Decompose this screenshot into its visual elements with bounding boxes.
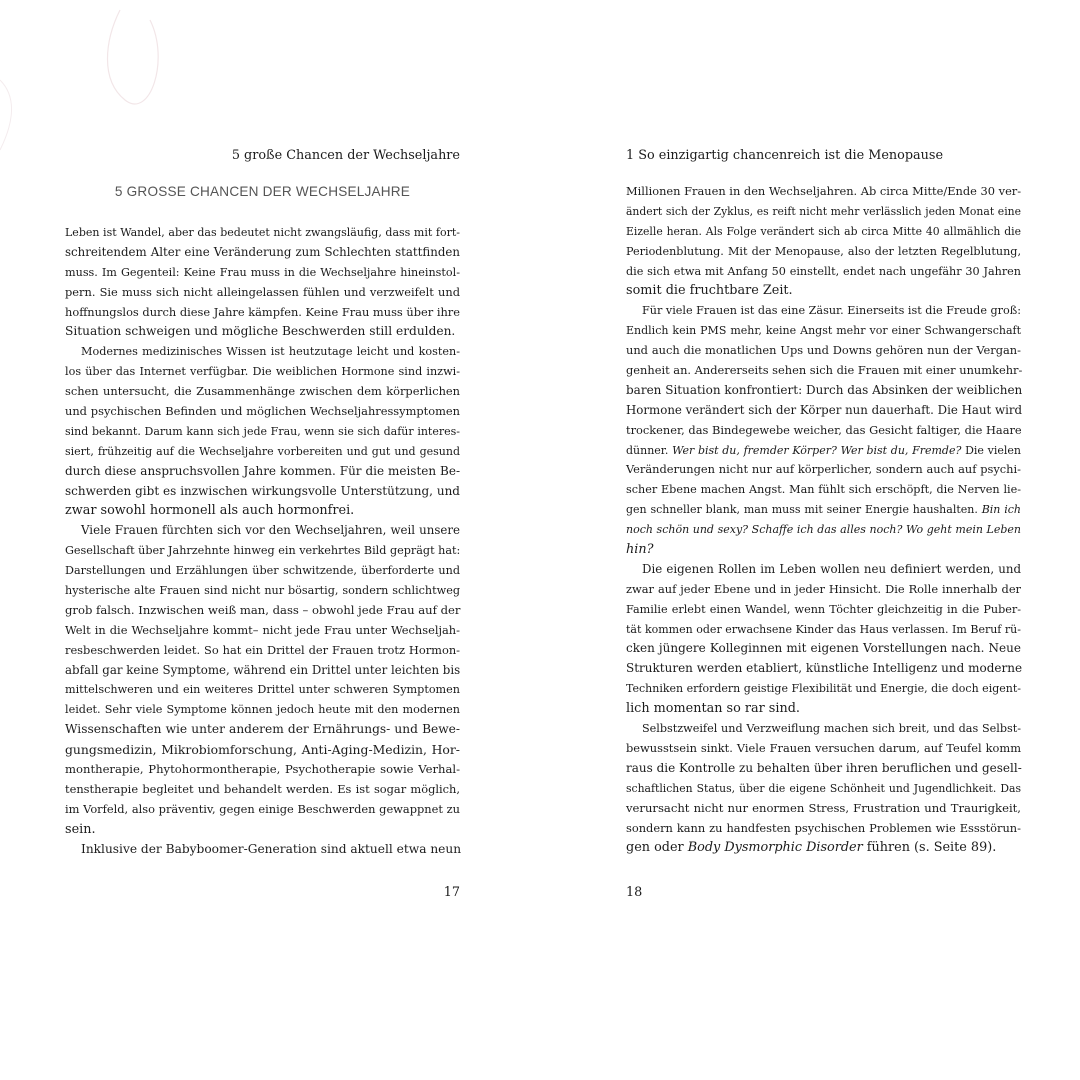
line-text: sind bekannt. Darum kann sich jede Frau, wenn sie sich dafür interes- (65, 424, 460, 438)
line-text: raus die Kontrolle zu behalten über ihren beruflichen und gesell- (626, 760, 1022, 775)
line-text: Eizelle heran. Als Folge verändert sich ab circa Mitte 40 allmählich die (626, 224, 1021, 238)
text-line (65, 621, 460, 641)
body-text (65, 223, 460, 860)
text-line (626, 341, 1021, 361)
line-text: bewusstsein sinkt. Viele Frauen versuchen darum, auf Teufel komm (626, 740, 1021, 755)
text-line (65, 561, 460, 581)
line-text: hysterische alte Frauen sind nicht nur bösartig, sondern schlichtweg (65, 584, 460, 598)
line-text: abfall gar keine Symptome, während ein Drittel unter leichten bis (65, 662, 461, 677)
body-text (626, 182, 1021, 858)
text-line (626, 202, 1021, 222)
text-line (65, 521, 460, 541)
text-line (65, 740, 460, 760)
line-text: Modernes medizinisches Wissen ist heutzutage leicht und kosten- (81, 345, 460, 359)
text-line (626, 779, 1021, 799)
italic-text: Body Dysmorphic Disorder (687, 840, 863, 856)
text-line (65, 601, 460, 621)
left-page (65, 0, 460, 1080)
line-text: muss. Im Gegenteil: Keine Frau muss in die Wechseljahre hineinstol- (65, 265, 460, 279)
text-line (65, 840, 460, 860)
line-text: Familie erlebt einen Wandel, wenn Töchter gleichzeitig in die Puber- (626, 602, 1021, 616)
text-line (626, 679, 1021, 699)
italic-text: hin? (626, 542, 654, 558)
line-text: Millionen Frauen in den Wechseljahren. Ab circa Mitte/Ende 30 ver- (626, 184, 1022, 198)
text-line (65, 541, 460, 561)
line-text: die sich etwa mit Anfang 50 einstellt, endet nach ungefähr 30 Jahren (626, 264, 1021, 278)
text-line (626, 321, 1021, 341)
text-line (65, 760, 460, 780)
line-text: im Vorfeld, also präventiv, gegen einige Beschwerden gewappnet zu (65, 801, 460, 816)
text-line (626, 759, 1021, 779)
text-line (626, 222, 1021, 242)
text-line (65, 641, 460, 661)
text-line (626, 520, 1021, 540)
text-line (65, 700, 460, 720)
line-text: führen (s. Seite 89). (862, 840, 997, 856)
text-line (626, 262, 1021, 282)
line-text: cken jüngere Kolleginnen mit eigenen Vorstellungen nach. Neue (626, 641, 1021, 656)
line-text: und psychischen Befinden und möglichen Wechseljahressymptomen (65, 404, 460, 419)
line-text: Viele Frauen fürchten sich vor den Wechseljahren, weil unsere (81, 523, 460, 538)
text-line (626, 441, 1021, 461)
line-text: montherapie, Phytohormontherapie, Psychotherapie sowie Verhal- (65, 762, 460, 777)
text-line (626, 421, 1021, 441)
text-line (626, 580, 1021, 600)
text-line (65, 661, 460, 681)
line-text: tät kommen oder erwachsene Kinder das Haus verlassen. Im Beruf rü- (626, 622, 1021, 636)
text-line (626, 401, 1021, 421)
text-line (626, 659, 1021, 679)
line-text: pern. Sie muss sich nicht alleingelassen fühlen und verzweifelt und (65, 284, 460, 299)
line-text: trockener, das Bindegewebe weicher, das Gesicht faltiger, die Haare (626, 422, 1022, 437)
page-number: 17 (443, 885, 460, 900)
line-text: resbeschwerden leidet. So hat ein Drittel der Frauen trotz Hormon- (65, 642, 460, 657)
line-text: Welt in die Wechseljahre kommt– nicht jede Frau unter Wechseljah- (65, 622, 460, 637)
text-line (626, 281, 1021, 301)
text-line (65, 442, 460, 462)
text-line (626, 739, 1021, 759)
text-line (626, 242, 1021, 262)
line-text: zwar auf jeder Ebene und in jeder Hinsicht. Die Rolle innerhalb der (626, 581, 1021, 596)
text-line (65, 800, 460, 820)
text-line (626, 620, 1021, 640)
line-text: sondern kann zu handfesten psychischen Problemen wie Essstörun- (626, 820, 1021, 835)
text-line (65, 780, 460, 800)
text-line (626, 460, 1021, 480)
text-line (65, 223, 460, 243)
line-text: Inklusive der Babyboomer-Generation sind aktuell etwa neun (81, 841, 462, 856)
text-line (65, 482, 460, 502)
line-text: gen schneller blank, man muss mit seiner Energie haushalten. (626, 503, 982, 517)
text-line (626, 182, 1021, 202)
italic-text: Wer bist du, fremder Körper? Wer bist du, Fremde? (672, 443, 962, 457)
line-text: Techniken erfordern geistige Flexibilität und Energie, die doch eigent- (626, 682, 1021, 696)
line-text: leidet. Sehr viele Symptome können jedoch heute mit den modernen (65, 703, 460, 717)
text-line (65, 501, 460, 521)
line-text: dünner. (626, 443, 673, 457)
line-text: los über das Internet verfügbar. Die weiblichen Hormone sind inzwi- (65, 365, 460, 379)
text-line (626, 301, 1021, 321)
line-text: Gesellschaft über Jahrzehnte hinweg ein verkehrtes Bild geprägt hat: (65, 544, 461, 558)
text-line (626, 799, 1021, 819)
line-text: lich momentan so rar sind. (626, 701, 800, 717)
running-head: 5 große Chancen der Wechseljahre (231, 148, 460, 163)
page-number: 18 (626, 885, 643, 900)
line-text: sein. (65, 821, 96, 837)
line-text: Situation schweigen und mögliche Beschwerden still erdulden. (65, 324, 456, 339)
text-line (626, 480, 1021, 500)
text-line (65, 680, 460, 700)
text-line (626, 819, 1021, 839)
text-line (626, 560, 1021, 580)
line-text: schen untersucht, die Zusammenhänge zwischen dem körperlichen (65, 384, 460, 399)
text-line (65, 581, 460, 601)
text-line (65, 243, 460, 263)
text-line (626, 500, 1021, 520)
italic-text: noch schön und sexy? Schaffe ich das alles noch? Wo geht mein Leben (626, 523, 1021, 537)
line-text: schreitendem Alter eine Veränderung zum Schlechten stattfinden (65, 244, 460, 259)
line-text: schwerden gibt es inzwischen wirkungsvolle Unterstützung, und (65, 483, 460, 498)
text-line (65, 382, 460, 402)
line-text: genheit an. Andererseits sehen sich die Frauen mit einer unumkehr- (626, 363, 1023, 378)
line-text: verursacht nicht nur enormen Stress, Frustration und Traurigkeit, (626, 800, 1021, 815)
line-text: Veränderungen nicht nur auf körperlicher, sondern auch auf psychi- (626, 462, 1021, 477)
text-line (65, 303, 460, 323)
line-text: Die vielen (961, 443, 1021, 457)
text-line (626, 838, 1021, 858)
text-line (626, 361, 1021, 381)
line-text: Darstellungen und Erzählungen über schwitzende, überforderte und (65, 564, 460, 578)
text-line (65, 462, 460, 482)
line-text: hoffnungslos durch diese Jahre kämpfen. Keine Frau muss über ihre (65, 304, 460, 319)
line-text: Leben ist Wandel, aber das bedeutet nicht zwangsläufig, dass mit fort- (65, 226, 460, 239)
line-text: baren Situation konfrontiert: Durch das Absinken der weiblichen (626, 382, 1023, 397)
line-text: mittelschweren und ein weiteres Drittel unter schweren Symptomen (65, 683, 460, 697)
text-line (626, 699, 1021, 719)
text-line (626, 600, 1021, 620)
line-text: Strukturen werden etabliert, künstliche Intelligenz und moderne (626, 661, 1023, 676)
line-text: tenstherapie begleitet und behandelt werden. Es ist sogar möglich, (65, 781, 460, 796)
text-line (65, 720, 460, 740)
text-line (626, 639, 1021, 659)
line-text: Die eigenen Rollen im Leben wollen neu definiert werden, und (642, 561, 1021, 576)
line-text: und auch die monatlichen Ups und Downs gehören nun der Vergan- (626, 343, 1021, 358)
text-line (65, 342, 460, 362)
line-text: Selbstzweifel und Verzweiflung machen sich breit, und das Selbst- (642, 722, 1021, 736)
line-text: zwar sowohl hormonell als auch hormonfrei. (65, 503, 355, 519)
text-line (626, 381, 1021, 401)
text-line (65, 362, 460, 382)
text-line (65, 283, 460, 303)
line-text: scher Ebene machen Angst. Man fühlt sich erschöpft, die Nerven lie- (626, 483, 1021, 497)
text-line (626, 719, 1021, 739)
line-text: Endlich kein PMS mehr, keine Angst mehr vor einer Schwangerschaft (626, 324, 1021, 338)
italic-text: Bin ich (981, 503, 1022, 517)
line-text: schaftlichen Status, über die eigene Schönheit und Jugendlichkeit. Das (626, 781, 1021, 795)
line-text: grob falsch. Inzwischen weiß man, dass – obwohl jede Frau auf der (65, 602, 461, 617)
line-text: gen oder (626, 840, 688, 856)
text-line (65, 820, 460, 840)
line-text: Für viele Frauen ist das eine Zäsur. Einerseits ist die Freude groß: (642, 304, 1021, 318)
text-line (65, 422, 460, 442)
line-text: durch diese anspruchsvollen Jahre kommen. Für die meisten Be- (65, 463, 460, 478)
line-text: gungsmedizin, Mikrobiomforschung, Anti-Aging-Medizin, Hor- (65, 742, 460, 758)
line-text: Periodenblutung. Mit der Menopause, also der letzten Regelblutung, (626, 244, 1021, 258)
right-page (626, 0, 1021, 1080)
line-text: siert, frühzeitig auf die Wechseljahre vorbereiten und gut und gesund (65, 444, 460, 458)
text-line (65, 263, 460, 283)
line-text: Hormone verändert sich der Körper nun dauerhaft. Die Haut wird (626, 402, 1023, 417)
section-heading: 5 GROSSE CHANCEN DER WECHSELJAHRE (114, 184, 411, 199)
line-text: somit die fruchtbare Zeit. (626, 283, 793, 299)
text-line (626, 540, 1021, 560)
line-text: Wissenschaften wie unter anderem der Ernährungs- und Bewe- (65, 722, 460, 737)
text-line (65, 402, 460, 422)
running-head: 1 So einzigartig chancenreich ist die Menopause (626, 148, 944, 163)
line-text: ändert sich der Zyklus, es reift nicht mehr verlässlich jeden Monat eine (626, 204, 1021, 218)
text-line (65, 322, 460, 342)
